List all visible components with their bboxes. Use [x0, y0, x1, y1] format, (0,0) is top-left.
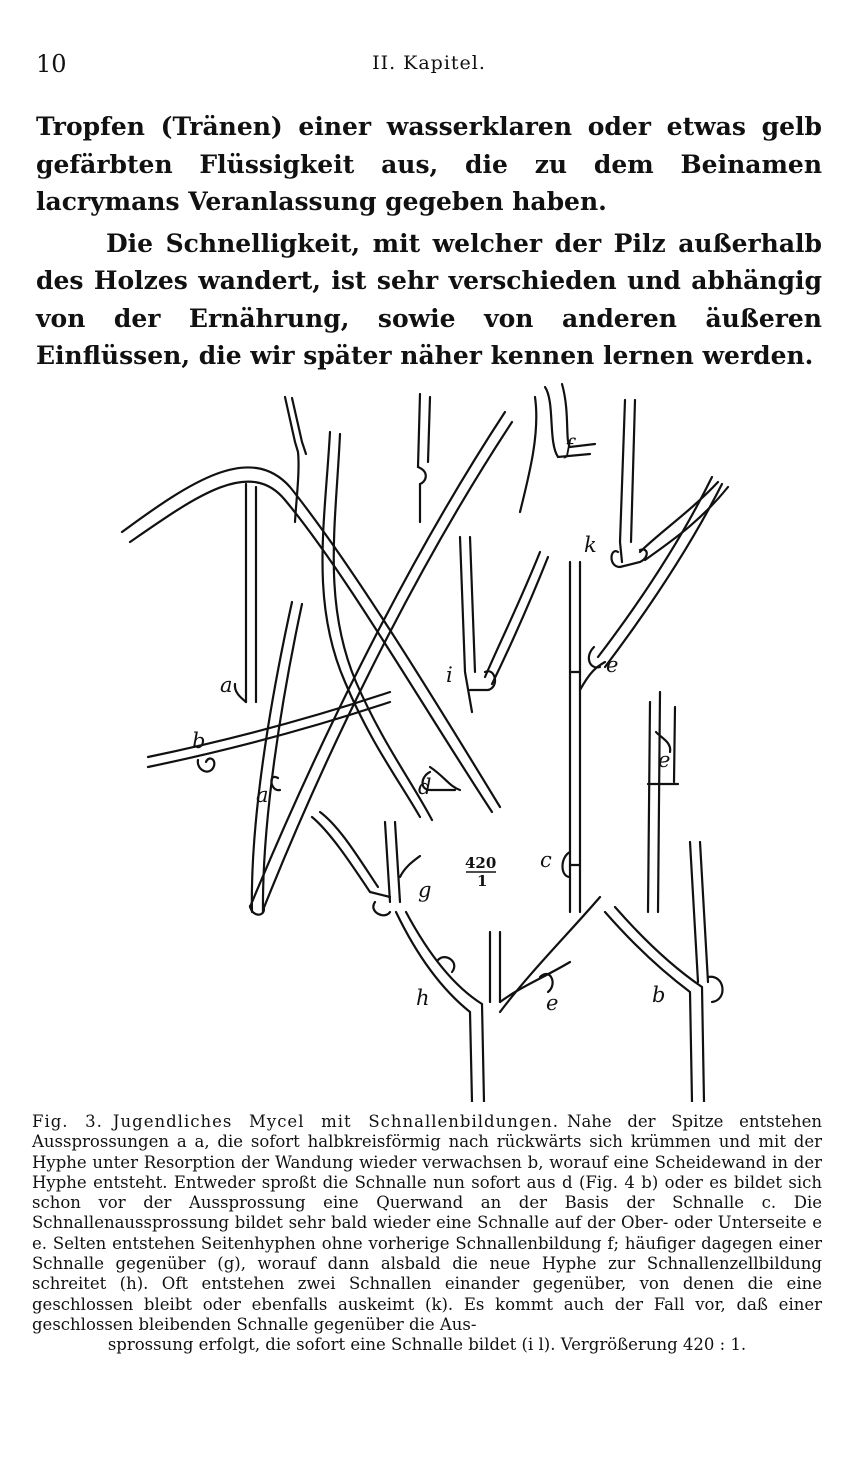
- caption-fig-label: Fig. 3.: [32, 1112, 103, 1131]
- label-d: d: [418, 775, 432, 799]
- figure-caption: [32, 1112, 822, 1356]
- hypha-g-2: [320, 812, 378, 887]
- label-b-left: b: [192, 729, 206, 753]
- hypha-h-1: [396, 912, 472, 1102]
- label-e-bottom: e: [546, 991, 559, 1015]
- hypha-bottom-b-1: [605, 912, 692, 1102]
- hypha-top-mid-1: [418, 394, 426, 522]
- label-f: f: [565, 435, 573, 459]
- magnification-denominator: 1: [477, 872, 488, 890]
- caption-body: [32, 1112, 822, 1335]
- clamp-c: [563, 852, 571, 877]
- clamp-b: [198, 759, 215, 772]
- hypha-k-branch: [640, 482, 718, 552]
- caption-text: Nahe der Spitze entstehen Aussprossungen a a, die sofort halbkreisförmig nach rückwärts sich krümmen und mit der Hyphe unter Resorption der Wandung wieder verwachsen b, worauf eine Scheidewand in der Hyphe entsteht. Entweder sproßt die Schnalle nun sofort aus d (Fig. 4 b) oder es bildet sich schon vor der Aussprossung eine Querwand an der Basis der Schnalle c. Die Schnallenaussprossung bildet sehr bald wieder eine Schnalle auf der Ober- oder Unterseite e e. Selten entstehen Seitenhyphen ohne vorherige Schnallenbildung f; häufiger dagegen einer Schnalle gegenüber (g), worauf dann alsbald die neue Hyphe zur Schnallenzellbildung schreitet (h). Oft entstehen zwei Schnallen einander gegenüber, von denen die eine geschlossen bleibt oder ebenfalls auskeimt (k). Es kommt auch der Fall vor, daß einer geschlossen bleibenden Schnalle gegenüber die Aus-: [32, 1112, 822, 1334]
- paragraph-1: Tropfen (Tränen) einer wasserklaren oder etwas gelb gefärbten Flüssigkeit aus, die zu dem Beinamen lacrymans Veranlassung gegeben haben.: [36, 112, 822, 216]
- hypha-bottom-b-3: [690, 842, 698, 982]
- label-b-right: b: [652, 983, 666, 1007]
- label-a-lower: a: [256, 783, 269, 807]
- hypha-k-2: [631, 400, 635, 542]
- paragraph-2: Die Schnelligkeit, mit welcher der Pilz außerhalb des Holzes wandert, ist sehr verschieden und abhängig von der Ernährung, sowie von anderen äußeren Einflüssen, die wir später näher kennen lernen werden.: [36, 228, 822, 370]
- hypha-top-left-2: [292, 398, 306, 454]
- clamp-g: [373, 902, 390, 915]
- label-e-center: e: [606, 653, 619, 677]
- clamp-a-upper: [235, 684, 246, 702]
- hypha-bottom-b-4: [700, 842, 708, 982]
- hypha-arc-outer: [122, 467, 500, 807]
- label-c: c: [540, 848, 552, 872]
- hypha-b-2: [148, 702, 390, 767]
- hypha-e-right-2: [658, 692, 660, 912]
- clamp-bottom-b: [708, 977, 723, 1002]
- hypha-i-2: [470, 537, 475, 672]
- hypha-top-mid-2: [428, 397, 430, 462]
- caption-last-line: sprossung erfolgt, die sofort eine Schnalle bildet (i l). Vergrößerung 420 : 1.: [107, 1335, 747, 1355]
- clamp-bottom-e: [540, 974, 553, 992]
- hypha-g-stem-1: [385, 822, 390, 902]
- hypha-k-1: [620, 400, 625, 562]
- mycelium-figure: [100, 372, 800, 1102]
- hypha-d: [430, 767, 460, 790]
- hypha-g-branch: [400, 856, 420, 877]
- running-head: II. Kapitel.: [372, 52, 486, 74]
- hypha-f-2: [520, 397, 536, 512]
- page-number: 10: [36, 50, 67, 78]
- clamp-a-lower: [271, 777, 280, 790]
- hypha-lower-left-1: [252, 602, 292, 912]
- hypha-center-curve-2: [334, 434, 432, 820]
- label-e-right: e: [658, 748, 671, 772]
- hypha-i-branch-2: [492, 557, 548, 684]
- page-header: [36, 50, 822, 80]
- caption-title: Jugendliches Mycel mit Schnallenbildungen.: [112, 1112, 560, 1131]
- label-h: h: [416, 986, 430, 1010]
- hypha-arc-inner: [130, 482, 492, 812]
- hypha-g-1: [312, 817, 390, 897]
- label-k: k: [584, 533, 597, 557]
- clamp-i: [470, 671, 495, 690]
- magnification-numerator: 420: [465, 854, 497, 872]
- hypha-e-right-3: [674, 707, 675, 782]
- label-i: i: [446, 663, 453, 687]
- label-a-upper: a: [220, 673, 233, 697]
- label-g: g: [418, 878, 432, 902]
- hypha-i-branch: [485, 552, 540, 677]
- body-text: [36, 108, 822, 375]
- hypha-g-stem-2: [395, 822, 400, 902]
- mycelium-drawing: [100, 372, 800, 1102]
- hypha-e-right-1: [648, 702, 650, 912]
